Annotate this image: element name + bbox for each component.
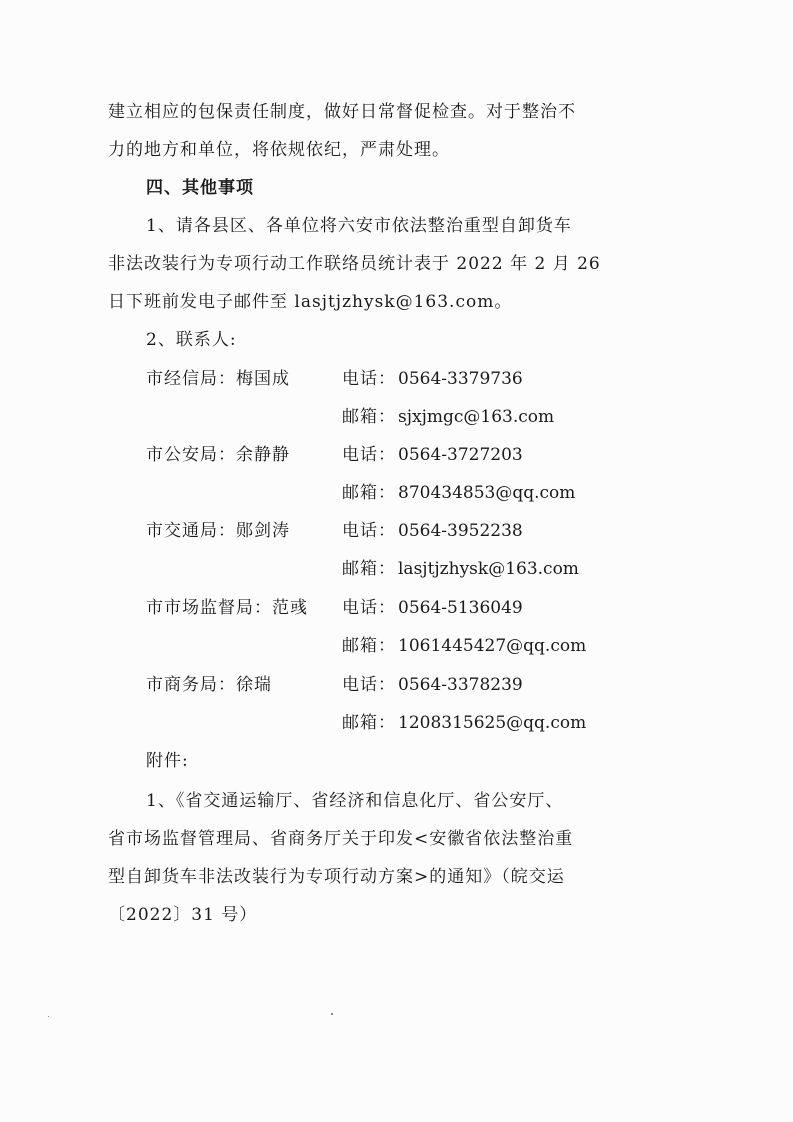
- email-label: 邮箱：: [342, 483, 396, 503]
- contacts-heading: 2、联系人:: [146, 330, 237, 350]
- paragraph-line: 1、请各县区、各单位将六安市依法整治重型自卸货车: [146, 216, 572, 236]
- phone-label: 电话：: [342, 521, 396, 541]
- contact-department: 市市场监督局：范彧: [146, 598, 308, 618]
- phone-number: 0564-5136049: [398, 598, 523, 618]
- attachment-line: 省市场监督管理局、省商务厅关于印发<安徽省依法整治重: [108, 829, 574, 849]
- contact-department: 市交通局：郧剑涛: [146, 521, 290, 541]
- attachments-label: 附件:: [146, 751, 189, 771]
- contact-department: 市公安局：余静静: [146, 445, 290, 465]
- phone-label: 电话：: [342, 675, 396, 695]
- paragraph-line: 建立相应的包保责任制度，做好日常督促检查。对于整治不: [108, 102, 576, 122]
- paragraph-line: 力的地方和单位，将依规依纪，严肃处理。: [108, 140, 450, 160]
- phone-number: 0564-3727203: [398, 445, 523, 465]
- contact-department: 市经信局：梅国成: [146, 369, 290, 389]
- phone-number: 0564-3952238: [398, 521, 523, 541]
- email-label: 邮箱：: [342, 407, 396, 427]
- email-address: 1208315625@qq.com: [398, 713, 587, 733]
- contact-department: 市商务局：徐瑞: [146, 675, 272, 695]
- phone-label: 电话：: [342, 598, 396, 618]
- scan-speck: [48, 1016, 49, 1017]
- attachment-line: 〔2022〕31 号）: [108, 905, 258, 925]
- phone-number: 0564-3379736: [398, 369, 523, 389]
- email-label: 邮箱：: [342, 559, 396, 579]
- email-label: 邮箱：: [342, 636, 396, 656]
- email-label: 邮箱：: [342, 713, 396, 733]
- attachment-line: 型自卸货车非法改装行为专项行动方案>的通知》（皖交运: [108, 867, 565, 887]
- scan-speck: [331, 1013, 333, 1015]
- section-heading: 四、其他事项: [146, 178, 254, 198]
- email-address: sjxjmgc@163.com: [398, 407, 555, 427]
- email-address: lasjtjzhysk@163.com: [398, 559, 579, 579]
- email-address: 870434853@qq.com: [398, 483, 576, 503]
- phone-number: 0564-3378239: [398, 675, 523, 695]
- attachment-line: 1、《省交通运输厅、省经济和信息化厅、省公安厅、: [146, 791, 564, 811]
- paragraph-line: 日下班前发电子邮件至 lasjtjzhysk@163.com。: [108, 292, 513, 312]
- paragraph-line: 非法改装行为专项行动工作联络员统计表于 2022 年 2 月 26: [108, 254, 601, 274]
- email-address: 1061445427@qq.com: [398, 636, 587, 656]
- phone-label: 电话：: [342, 445, 396, 465]
- phone-label: 电话：: [342, 369, 396, 389]
